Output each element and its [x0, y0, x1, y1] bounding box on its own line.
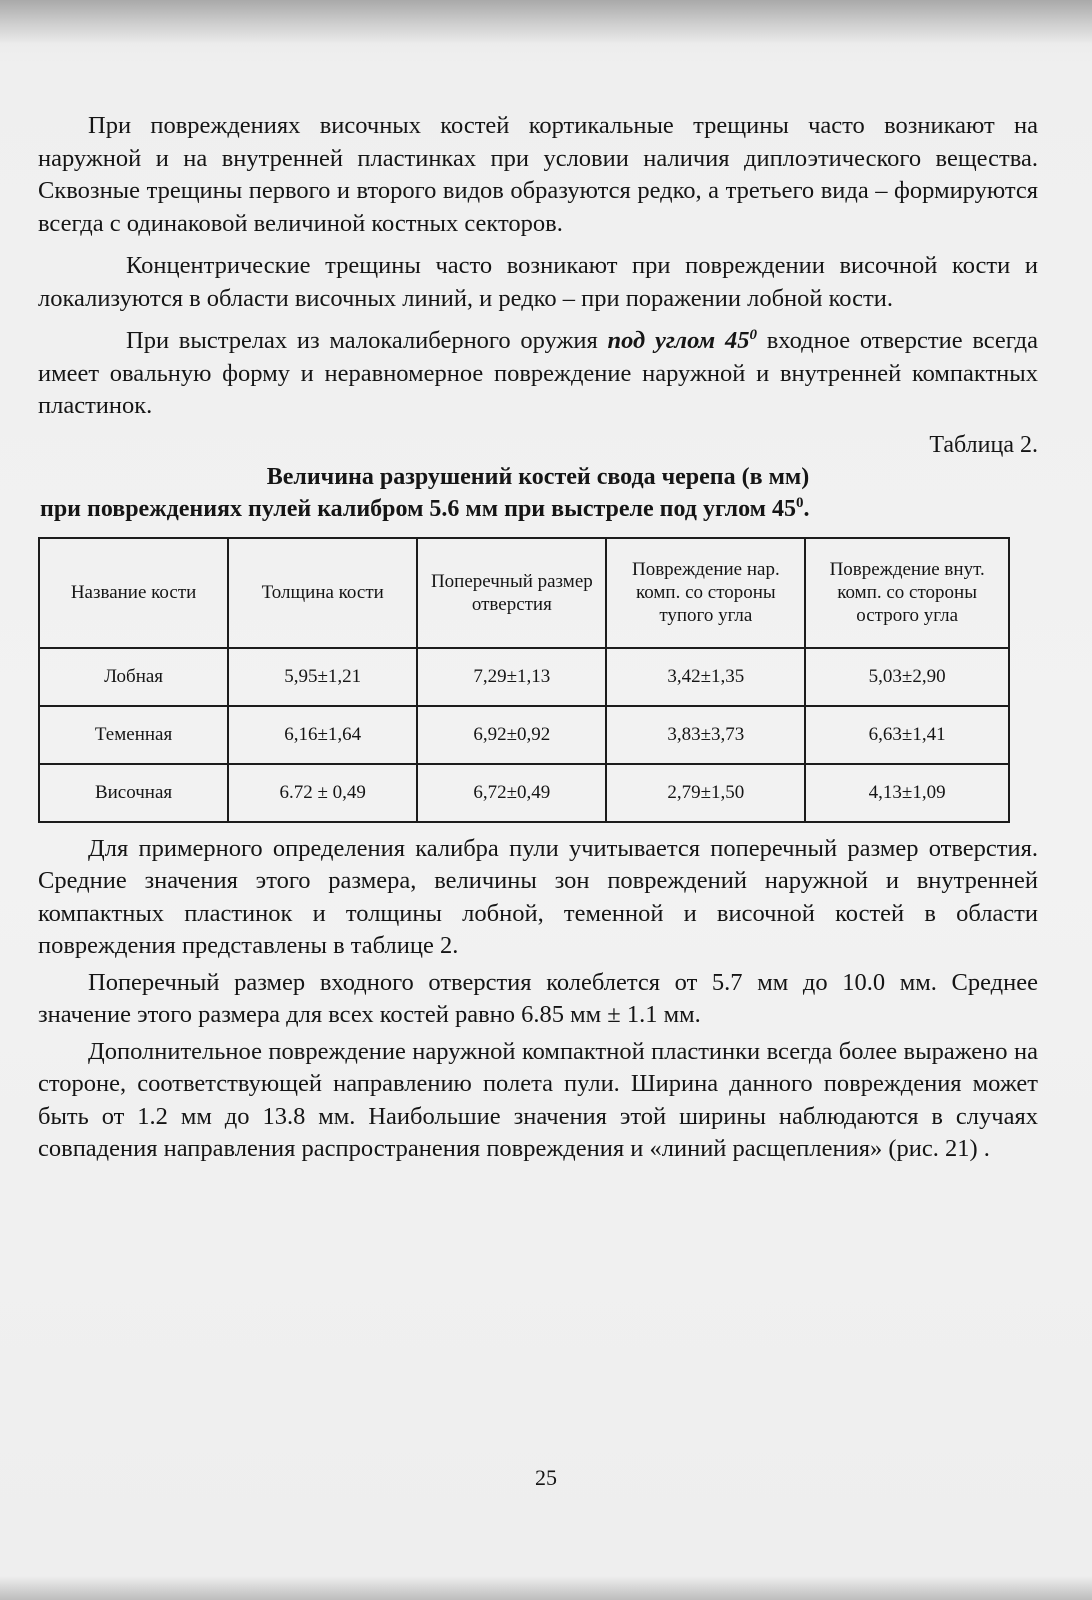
paragraph-temporal-cracks: При повреждениях височных костей кортикальные трещины часто возникают на наружной и на внутренней пластинках при условии наличия диплоэтического вещества. Сквозные трещины первого и второго видов образуются редко, а третьего вида – формируются всегда с одинаковой величиной костных секторов.	[38, 112, 1038, 237]
cell-bone-name: Височная	[39, 764, 228, 822]
table-row-frontal	[39, 648, 1009, 706]
paragraph-hole-size-range: Поперечный размер входного отверстия колеблется от 5.7 мм до 10.0 мм. Среднее значение этого размера для всех костей равно 6.85 мм ± 1.1 мм.	[38, 968, 1038, 1028]
paragraph-outer-plate-damage: Дополнительное повреждение наружной компактной пластинки всегда более выражено на стороне, соответствующей направлению полета пули. Ширина данного повреждения может быть от 1.2 мм до 13.8 мм. Наибольшие значения этой ширины наблюдаются в случаях совпадения направления распространения повреждения и «линий расщепления» (рис. 21) .	[38, 1037, 1038, 1162]
cell-bone-name: Лобная	[39, 648, 228, 706]
cell-outer-damage: 2,79±1,50	[606, 764, 805, 822]
shot-text-after: входное отверстие всегда имеет овальную форму и неравномерное повреждение наружной и внутренней компактных пластинок.	[38, 327, 1038, 419]
cell-inner-damage: 5,03±2,90	[805, 648, 1009, 706]
cell-hole-size: 6,92±0,92	[417, 706, 606, 764]
cell-inner-damage: 6,63±1,41	[805, 706, 1009, 764]
table-row-temporal	[39, 764, 1009, 822]
caption-degree-mark: 0	[795, 494, 804, 511]
header-outer-damage: Повреждение нар. комп. со стороны тупого угла	[606, 538, 805, 648]
cell-hole-size: 7,29±1,13	[417, 648, 606, 706]
header-bone-thickness: Толщина кости	[228, 538, 417, 648]
paragraph-small-caliber-shot	[38, 325, 1038, 423]
header-bone-name: Название кости	[39, 538, 228, 648]
cell-hole-size: 6,72±0,49	[417, 764, 606, 822]
header-hole-size: Поперечный размер отверстия	[417, 538, 606, 648]
cell-bone-thickness: 5,95±1,21	[228, 648, 417, 706]
scan-bottom-shadow	[0, 1576, 1092, 1600]
cell-outer-damage: 3,42±1,35	[606, 648, 805, 706]
header-inner-damage: Повреждение внут. комп. со стороны острого угла	[805, 538, 1009, 648]
shot-degree-mark: 0	[749, 326, 757, 343]
paragraph-concentric-cracks: Концентрические трещины часто возникают при повреждении височной кости и локализуются в области височных линий, и редко – при поражении лобной кости.	[38, 252, 1038, 312]
table-header-row	[39, 538, 1009, 648]
bone-damage-table	[38, 537, 1010, 823]
table-caption-line1: Величина разрушений костей свода черепа (в мм)	[266, 463, 810, 490]
cell-inner-damage: 4,13±1,09	[805, 764, 1009, 822]
caption-line2-end: .	[803, 495, 810, 522]
table-number-label: Таблица 2.	[929, 431, 1038, 458]
scan-top-shadow	[0, 0, 1092, 44]
cell-bone-thickness: 6.72 ± 0,49	[228, 764, 417, 822]
table-row-parietal	[39, 706, 1009, 764]
caption-line2-text: при повреждениях пулей калибром 5.6 мм при выстреле под углом 45	[40, 495, 796, 522]
cell-outer-damage: 3,83±3,73	[606, 706, 805, 764]
shot-text-before: При выстрелах из малокалиберного оружия	[126, 327, 608, 354]
shot-emphasis-words: под углом 45	[607, 327, 750, 354]
page-number: 25	[535, 1465, 557, 1490]
shot-text-emphasis	[608, 327, 757, 354]
page-content	[38, 110, 1038, 1166]
table-caption-line2	[38, 493, 1038, 525]
cell-bone-thickness: 6,16±1,64	[228, 706, 417, 764]
paragraph-caliber-estimation: Для примерного определения калибра пули учитывается поперечный размер отверстия. Средние значения этого размера, величины зон повреждений наружной и внутренней компактных пластинок и толщины лобной, теменной и височной костей в области повреждения представлены в таблице 2.	[38, 834, 1038, 959]
cell-bone-name: Теменная	[39, 706, 228, 764]
